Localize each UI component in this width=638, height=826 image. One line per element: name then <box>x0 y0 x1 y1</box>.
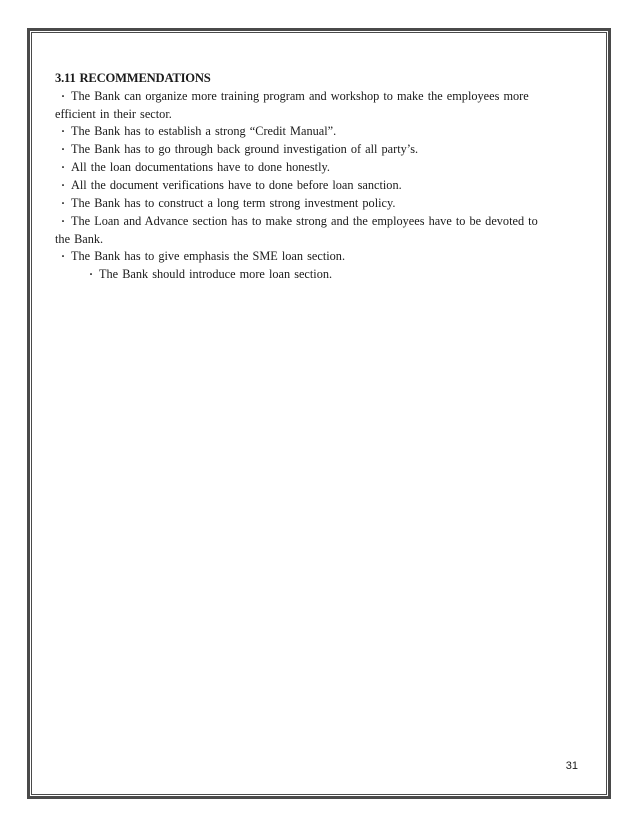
bullet-icon: ・ <box>86 270 96 281</box>
page-number: 31 <box>565 760 578 772</box>
recommendation-text: The Bank can organize more training program and workshop to make the employees more efficient in their sector. <box>55 89 529 121</box>
bullet-icon: ・ <box>58 145 68 156</box>
recommendation-item <box>55 177 555 195</box>
recommendation-item <box>55 88 555 123</box>
recommendation-item <box>55 159 555 177</box>
bullet-icon: ・ <box>58 92 68 103</box>
recommendation-text: All the loan documentations have to done honestly. <box>71 160 330 174</box>
recommendation-text: The Bank has to establish a strong “Credit Manual”. <box>71 124 337 138</box>
section-heading: 3.11 RECOMMENDATIONS <box>55 71 211 85</box>
bullet-icon: ・ <box>58 217 68 228</box>
recommendation-item <box>55 141 555 159</box>
recommendation-text: The Bank should introduce more loan section. <box>99 267 333 281</box>
bullet-icon: ・ <box>58 199 68 210</box>
recommendation-item <box>55 266 555 284</box>
bullet-icon: ・ <box>58 181 68 192</box>
bullet-icon: ・ <box>58 252 68 263</box>
bullet-icon: ・ <box>58 163 68 174</box>
recommendation-text: The Bank has to go through back ground investigation of all party’s. <box>71 142 419 156</box>
recommendation-text: All the document verifications have to done before loan sanction. <box>71 178 402 192</box>
recommendation-item <box>55 213 555 248</box>
recommendation-text: The Loan and Advance section has to make strong and the employees have to be devoted to the Bank. <box>55 214 538 246</box>
recommendation-text: The Bank has to give emphasis the SME loan section. <box>71 249 346 263</box>
recommendation-item <box>55 123 555 141</box>
recommendation-text: The Bank has to construct a long term strong investment policy. <box>71 196 396 210</box>
recommendation-item <box>55 195 555 213</box>
bullet-icon: ・ <box>58 127 68 138</box>
recommendation-item <box>55 248 555 266</box>
recommendations-section <box>55 70 555 284</box>
